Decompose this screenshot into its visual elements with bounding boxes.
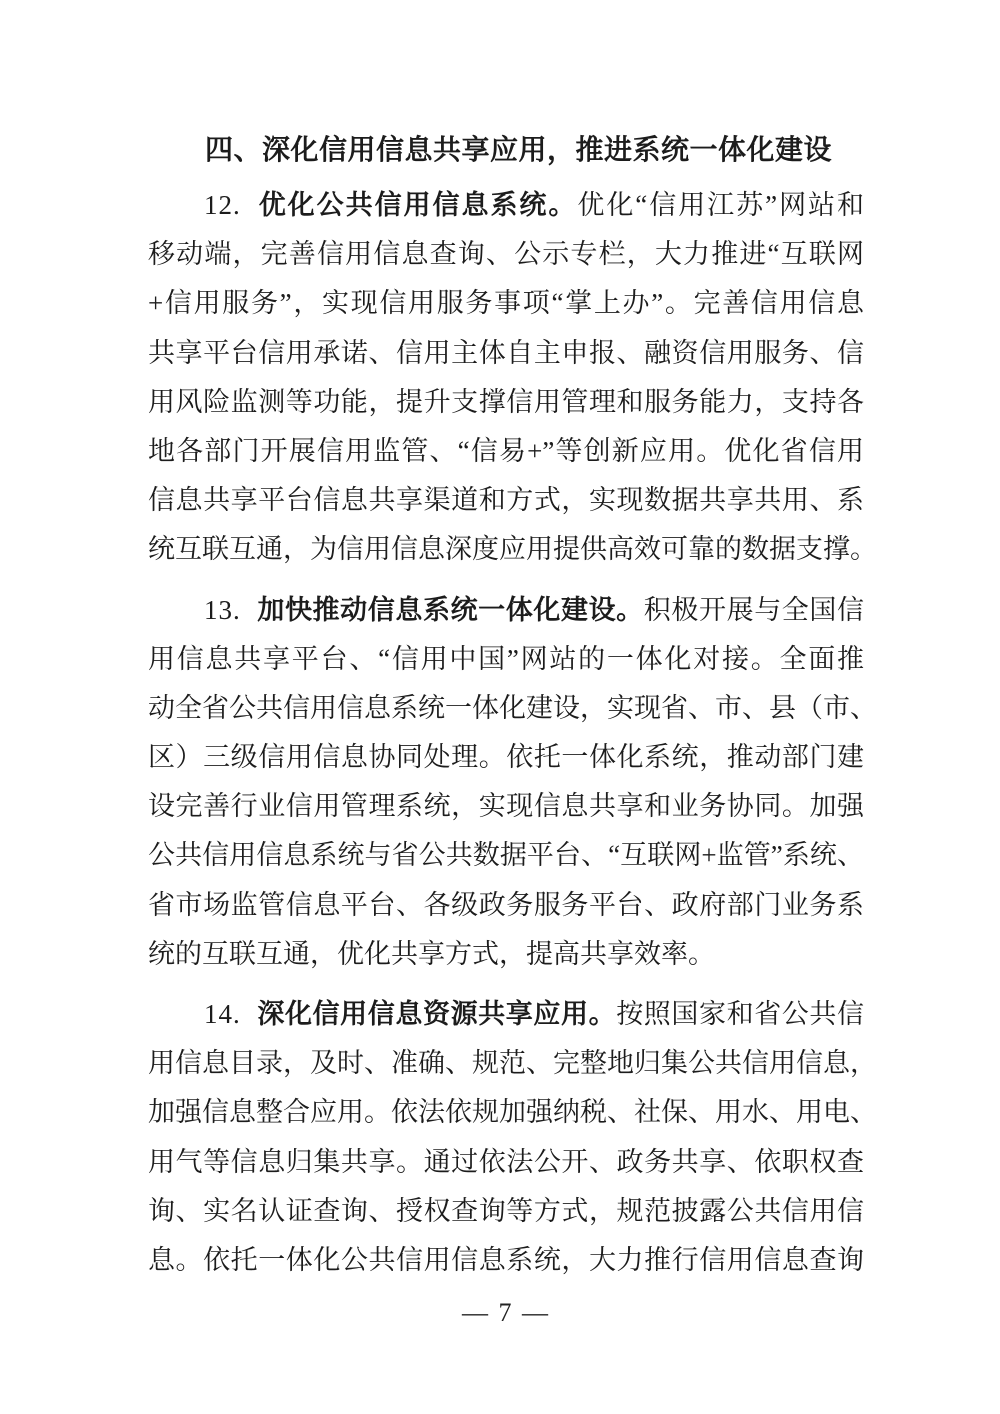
text-line: 信息共享平台信息共享渠道和方式，实现数据共享共用、系 bbox=[148, 485, 864, 516]
text-line: 用信息目录，及时、准确、规范、完整地归集公共信用信息， bbox=[148, 1048, 877, 1079]
text-line: 区）三级信用信息协同处理。依托一体化系统，推动部门建 bbox=[148, 742, 864, 773]
document-content bbox=[148, 0, 877, 1333]
body-text: 按照国家和省公共信 bbox=[616, 999, 865, 1029]
lead-phrase: 优化公共信用信息系统。 bbox=[256, 190, 578, 220]
text-line: 省市场监管信息平台、各级政务服务平台、政府部门业务系 bbox=[148, 889, 864, 920]
text-line: 加强信息整合应用。依法依规加强纳税、社保、用水、用电、 bbox=[148, 1097, 877, 1128]
lead-phrase: 深化信用信息资源共享应用。 bbox=[256, 999, 617, 1029]
text-line: 设完善行业信用管理系统，实现信息共享和业务协同。加强 bbox=[148, 791, 864, 822]
paragraph-13 bbox=[148, 586, 877, 980]
text-line: 动全省公共信用信息系统一体化建设，实现省、市、县（市、 bbox=[148, 692, 877, 723]
body-text: 优化“信用江苏”网站和 bbox=[577, 190, 865, 220]
text-line: 息。依托一体化公共信用信息系统，大力推行信用信息查询 bbox=[148, 1244, 864, 1275]
text-line: 公共信用信息系统与省公共数据平台、“互联网+监管”系统、 bbox=[148, 840, 864, 871]
section-heading: 四、深化信用信息共享应用，推进系统一体化建设 bbox=[205, 134, 833, 165]
lead-phrase: 加快推动信息系统一体化建设。 bbox=[256, 594, 644, 625]
text-line: 用信息共享平台、“信用中国”网站的一体化对接。全面推 bbox=[148, 643, 864, 674]
text-line bbox=[148, 181, 864, 230]
text-line: 统的互联互通，优化共享方式，提高共享效率。 bbox=[148, 938, 715, 969]
text-line: 用气等信息归集共享。通过依法公开、政务共享、依职权查 bbox=[148, 1146, 864, 1177]
text-line: 询、实名认证查询、授权查询等方式，规范披露公共信用信 bbox=[148, 1195, 864, 1226]
item-number: 12. bbox=[204, 190, 241, 220]
text-line: +信用服务”，实现信用服务事项“掌上办”。完善信用信息 bbox=[148, 288, 864, 319]
item-number: 13. bbox=[204, 594, 241, 625]
text-line bbox=[148, 586, 864, 635]
text-line: 统互联互通，为信用信息深度应用提供高效可靠的数据支撑。 bbox=[148, 534, 877, 565]
text-line: 用风险监测等功能，提升支撑信用管理和服务能力，支持各 bbox=[148, 386, 864, 417]
paragraph-12 bbox=[148, 181, 877, 575]
text-line: 移动端，完善信用信息查询、公示专栏，大力推进“互联网 bbox=[148, 239, 864, 270]
body-text: 积极开展与全国信 bbox=[643, 594, 865, 625]
paragraph-14 bbox=[148, 990, 877, 1285]
page-number: — 7 — bbox=[462, 1298, 550, 1328]
text-line: 共享平台信用承诺、信用主体自主申报、融资信用服务、信 bbox=[148, 337, 864, 368]
item-number: 14. bbox=[204, 999, 241, 1029]
text-line bbox=[148, 990, 864, 1039]
text-line: 地各部门开展信用监管、“信易+”等创新应用。优化省信用 bbox=[148, 435, 864, 466]
